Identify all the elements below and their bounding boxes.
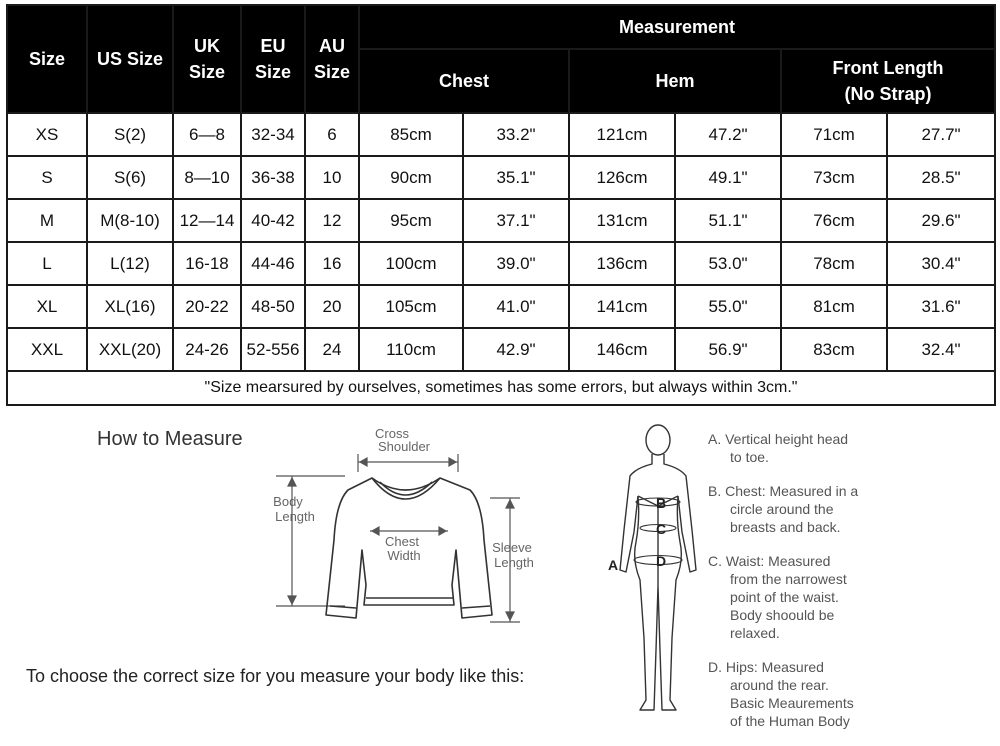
cell-au-size: 16: [305, 242, 359, 285]
cell-uk-size: 24-26: [173, 328, 241, 371]
size-chart-table: [6, 4, 996, 406]
cell-size: M: [7, 199, 87, 242]
measurement-notes: [708, 430, 998, 746]
sweater-diagram: [0, 410, 560, 640]
cell-eu-size: 32-34: [241, 113, 305, 156]
table-row: [7, 328, 995, 371]
cell-length-in: 30.4": [887, 242, 995, 285]
cell-size: S: [7, 156, 87, 199]
cell-length-in: 31.6": [887, 285, 995, 328]
cell-hem-cm: 141cm: [569, 285, 675, 328]
note-row: [7, 371, 995, 405]
cell-hem-in: 51.1": [675, 199, 781, 242]
cell-eu-size: 40-42: [241, 199, 305, 242]
body-length-label-1: Body: [273, 494, 303, 509]
cell-us-size: L(12): [87, 242, 173, 285]
cell-hem-in: 53.0": [675, 242, 781, 285]
header-uk-size: UK Size: [173, 5, 241, 113]
cell-length-cm: 76cm: [781, 199, 887, 242]
cell-chest-in: 42.9": [463, 328, 569, 371]
header-us-size: US Size: [87, 5, 173, 113]
cell-us-size: S(2): [87, 113, 173, 156]
cell-chest-cm: 95cm: [359, 199, 463, 242]
cell-chest-cm: 105cm: [359, 285, 463, 328]
chest-width-label-1: Chest: [385, 534, 419, 549]
cell-hem-in: 49.1": [675, 156, 781, 199]
cell-chest-cm: 100cm: [359, 242, 463, 285]
note-waist: C. Waist: Measured from the narrowest point of the waist. Body shoould be relaxed.: [708, 553, 847, 641]
cell-size: XXL: [7, 328, 87, 371]
header-au-size: AU Size: [305, 5, 359, 113]
header-eu-size: EU Size: [241, 5, 305, 113]
cell-chest-in: 37.1": [463, 199, 569, 242]
header-size: Size: [7, 5, 87, 113]
human-body-diagram: [600, 410, 710, 744]
header-front-length: Front Length (No Strap): [781, 49, 995, 113]
cell-eu-size: 48-50: [241, 285, 305, 328]
cell-chest-in: 39.0": [463, 242, 569, 285]
cell-hem-cm: 146cm: [569, 328, 675, 371]
body-marker-d: D: [656, 553, 667, 569]
table-row: [7, 156, 995, 199]
how-to-measure-title: How to Measure: [97, 428, 243, 450]
table-row: [7, 113, 995, 156]
cell-chest-cm: 90cm: [359, 156, 463, 199]
cell-hem-in: 56.9": [675, 328, 781, 371]
body-marker-b: B: [656, 495, 667, 511]
cell-hem-in: 55.0": [675, 285, 781, 328]
cell-au-size: 10: [305, 156, 359, 199]
cross-shoulder-label-1: Cross: [375, 426, 409, 441]
cell-eu-size: 52-556: [241, 328, 305, 371]
cell-chest-in: 35.1": [463, 156, 569, 199]
cell-length-cm: 73cm: [781, 156, 887, 199]
cell-uk-size: 6—8: [173, 113, 241, 156]
cell-length-cm: 78cm: [781, 242, 887, 285]
cell-size: XL: [7, 285, 87, 328]
cell-au-size: 12: [305, 199, 359, 242]
cell-au-size: 24: [305, 328, 359, 371]
body-marker-c: C: [656, 521, 667, 537]
cell-length-in: 27.7": [887, 113, 995, 156]
cell-size: XS: [7, 113, 87, 156]
cell-uk-size: 8—10: [173, 156, 241, 199]
cell-chest-cm: 110cm: [359, 328, 463, 371]
cell-chest-in: 33.2": [463, 113, 569, 156]
cell-us-size: XL(16): [87, 285, 173, 328]
body-length-label-2: Length: [275, 509, 315, 524]
cell-hem-in: 47.2": [675, 113, 781, 156]
note-hips: D. Hips: Measured around the rear. Basic Meaurements of the Human Body: [708, 659, 854, 729]
cell-length-cm: 71cm: [781, 113, 887, 156]
cell-uk-size: 20-22: [173, 285, 241, 328]
sleeve-length-label-2: Length: [494, 555, 534, 570]
cell-us-size: M(8-10): [87, 199, 173, 242]
cell-length-in: 28.5": [887, 156, 995, 199]
cell-eu-size: 44-46: [241, 242, 305, 285]
note-vertical-height: A. Vertical height head to toe.: [708, 431, 849, 465]
cell-hem-cm: 131cm: [569, 199, 675, 242]
note-chest: B. Chest: Measured in a circle around the breasts and back.: [708, 483, 859, 535]
table-row: [7, 199, 995, 242]
cell-length-in: 32.4": [887, 328, 995, 371]
cell-uk-size: 12—14: [173, 199, 241, 242]
cell-chest-in: 41.0": [463, 285, 569, 328]
cell-chest-cm: 85cm: [359, 113, 463, 156]
sleeve-length-label-1: Sleeve: [492, 540, 532, 555]
header-measurement: Measurement: [359, 5, 995, 49]
size-note: "Size mearsured by ourselves, sometimes has some errors, but always within 3cm.": [7, 371, 995, 405]
cross-shoulder-label-2: Shoulder: [377, 439, 431, 454]
header-hem: Hem: [569, 49, 781, 113]
body-marker-a: A: [608, 557, 619, 573]
header-chest: Chest: [359, 49, 569, 113]
choose-size-instruction: To choose the correct size for you measure your body like this:: [26, 666, 525, 686]
cell-hem-cm: 121cm: [569, 113, 675, 156]
table-row: [7, 285, 995, 328]
cell-us-size: XXL(20): [87, 328, 173, 371]
cell-us-size: S(6): [87, 156, 173, 199]
cell-length-cm: 83cm: [781, 328, 887, 371]
cell-au-size: 6: [305, 113, 359, 156]
cell-length-in: 29.6": [887, 199, 995, 242]
cell-eu-size: 36-38: [241, 156, 305, 199]
cell-hem-cm: 126cm: [569, 156, 675, 199]
cross-shoulder-arrow: [358, 454, 458, 472]
how-to-measure-section: [0, 410, 1000, 744]
cell-length-cm: 81cm: [781, 285, 887, 328]
cell-uk-size: 16-18: [173, 242, 241, 285]
table-row: [7, 242, 995, 285]
cell-au-size: 20: [305, 285, 359, 328]
chest-width-label-2: Width: [387, 548, 421, 563]
cell-hem-cm: 136cm: [569, 242, 675, 285]
cell-size: L: [7, 242, 87, 285]
